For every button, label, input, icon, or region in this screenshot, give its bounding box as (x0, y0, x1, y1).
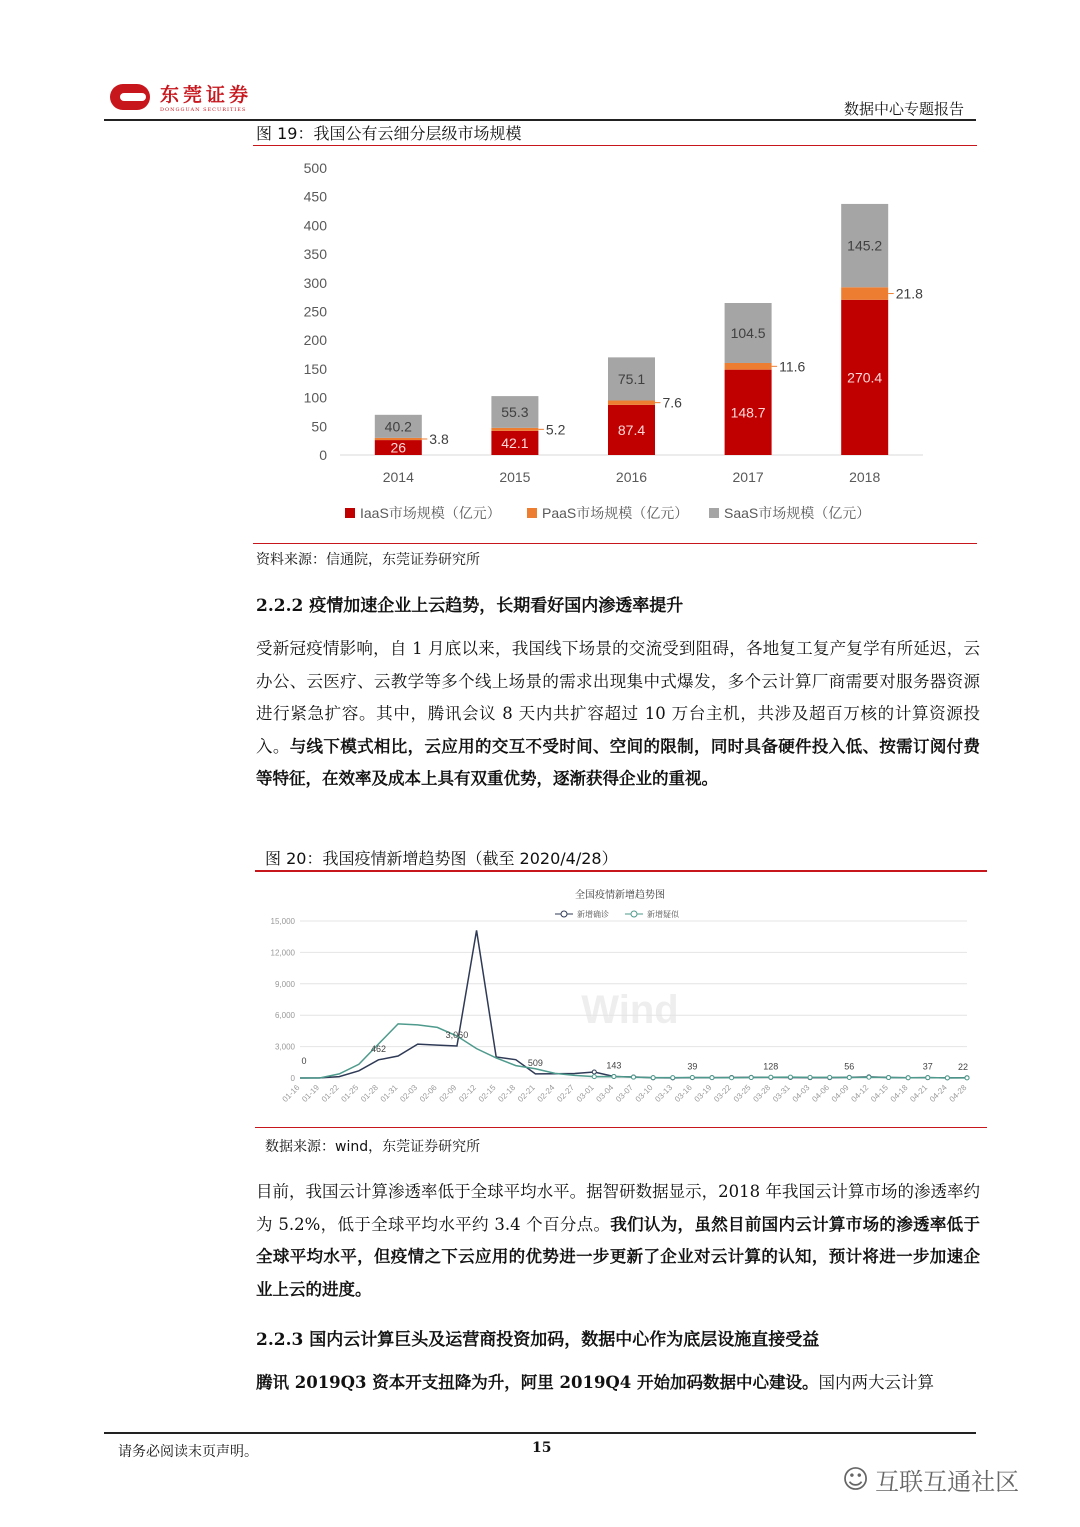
y-tick-label: 9,000 (274, 979, 295, 989)
paragraph-bold-text: 与线下模式相比，云应用的交互不受时间、空间的限制，同时具备硬件投入低、按需订阅付费等特征，在效率及成本上具有双重优势，逐渐获得企业的重视。 (256, 736, 981, 788)
data-point (906, 1076, 910, 1080)
y-tick-label: 12,000 (270, 948, 295, 958)
point-label: 22 (957, 1061, 969, 1072)
data-point (887, 1076, 891, 1080)
x-tick-label: 03-01 (574, 1083, 596, 1104)
x-tick-label: 04-12 (849, 1083, 871, 1104)
y-tick-label: 3,000 (274, 1042, 295, 1052)
legend-label: IaaS市场规模（亿元） (360, 505, 501, 521)
data-point (730, 1076, 734, 1080)
y-tick-label: 250 (303, 303, 327, 320)
legend-marker (561, 911, 567, 917)
x-tick-label: 02-24 (535, 1083, 557, 1104)
data-label: 5.2 (545, 421, 566, 438)
legend-swatch (345, 508, 355, 518)
paragraph-bold-text: 腾讯 2019Q3 资本开支扭降为升，阿里 2019Q4 开始加码数据中心建设。 (256, 1373, 819, 1392)
data-point (867, 1075, 871, 1079)
bar-segment (725, 363, 772, 370)
line-chart (255, 878, 985, 1118)
data-point (671, 1076, 675, 1080)
y-tick-label: 400 (303, 217, 327, 234)
x-tick-label: 03-28 (751, 1083, 773, 1104)
point-label: 143 (606, 1060, 622, 1071)
y-tick-label: 350 (303, 246, 327, 263)
watermark (842, 1462, 1019, 1497)
point-label: 462 (370, 1043, 386, 1054)
legend-label: PaaS市场规模（亿元） (542, 505, 689, 521)
y-tick-label: 50 (311, 418, 327, 435)
paragraph (256, 633, 980, 796)
y-tick-label: 0 (319, 447, 327, 463)
x-tick-label: 03-22 (712, 1083, 734, 1104)
wechat-icon: ☺ (842, 1464, 870, 1495)
x-tick-label: 03-10 (633, 1083, 655, 1104)
data-point (592, 1075, 596, 1079)
data-label: 87.4 (617, 421, 646, 438)
legend-label: 新增确诊 (577, 910, 609, 919)
x-tick-label: 03-07 (614, 1083, 635, 1104)
footer-divider (104, 1432, 976, 1434)
x-tick-label: 03-19 (692, 1083, 714, 1104)
y-tick-label: 500 (303, 160, 327, 176)
x-tick-label: 2018 (849, 469, 881, 485)
data-point (847, 1075, 851, 1079)
x-tick-label: 2016 (615, 469, 648, 485)
y-tick-label: 100 (303, 389, 327, 406)
data-label: 55.3 (501, 403, 529, 420)
disclaimer: 请务必阅读末页声明。 (118, 1444, 258, 1460)
x-tick-label: 2015 (499, 469, 531, 485)
x-tick-label: 01-16 (280, 1083, 302, 1104)
data-point (749, 1075, 753, 1079)
x-tick-label: 04-28 (947, 1083, 969, 1104)
divider (253, 543, 977, 544)
data-label: 40.2 (384, 418, 412, 435)
point-label: 509 (527, 1057, 543, 1068)
data-label: 3.8 (429, 430, 449, 447)
x-tick-label: 02-27 (555, 1083, 577, 1104)
x-tick-label: 02-06 (417, 1083, 439, 1104)
x-tick-label: 02-12 (457, 1083, 478, 1104)
x-tick-label: 04-15 (869, 1083, 890, 1104)
divider (255, 870, 987, 872)
point-label: 3,060 (445, 1029, 469, 1040)
figure-20-source: 数据来源：wind，东莞证券研究所 (265, 1139, 481, 1155)
data-point (769, 1075, 773, 1079)
data-label: 21.8 (895, 285, 923, 302)
data-label: 104.5 (730, 324, 766, 341)
x-tick-label: 03-04 (594, 1083, 616, 1104)
y-tick-label: 15,000 (270, 917, 295, 926)
x-tick-label: 01-28 (359, 1083, 380, 1104)
paragraph (256, 1367, 980, 1400)
x-tick-label: 03-13 (653, 1083, 675, 1104)
data-point (690, 1076, 694, 1080)
bar-segment (491, 428, 538, 431)
x-tick-label: 04-06 (810, 1083, 832, 1104)
x-tick-label: 2017 (732, 469, 764, 485)
data-label: 11.6 (779, 358, 806, 375)
data-label: 148.7 (730, 404, 766, 421)
x-tick-label: 2014 (382, 469, 414, 485)
paragraph-text: 受新冠疫情影响，自 1 月底以来，我国线下场景的交流受到阻碍，各地复工复产复学有所延迟，云办公、云医疗、云教学等多个线上场景的需求出现集中式爆发，多个云计算厂商需要对服务器资源进行紧急扩容。其中，腾讯会议 8 天内共扩容超过 10 万台主机，共涉及超百万核的计算资源投入。 (256, 639, 980, 756)
x-tick-label: 03-16 (672, 1083, 694, 1104)
x-tick-label: 04-03 (790, 1083, 812, 1104)
x-tick-label: 02-09 (437, 1083, 459, 1104)
x-tick-label: 02-18 (496, 1083, 518, 1104)
x-tick-label: 04-18 (888, 1083, 910, 1104)
paragraph (256, 1176, 980, 1306)
y-tick-label: 0 (290, 1074, 295, 1083)
paragraph-text: 目前，我国云计算渗透率低于全球平均水平。据智研数据显示，2018 年我国云计算市场的渗透率约为 5.2%，低于全球平均水平约 3.4 个百分点。 (256, 1182, 980, 1234)
watermark: Wind (581, 988, 679, 1032)
x-tick-label: 03-31 (771, 1083, 792, 1104)
header-divider (104, 119, 976, 121)
company-logo (110, 80, 252, 113)
data-point (710, 1076, 714, 1080)
point-label: 39 (687, 1061, 698, 1072)
legend-label: SaaS市场规模（亿元） (724, 505, 871, 521)
point-label: 0 (301, 1056, 307, 1066)
logo-subtext: DONGGUAN SECURITIES (160, 107, 247, 113)
divider (255, 1127, 987, 1128)
data-point (945, 1076, 949, 1080)
legend-swatch (527, 508, 537, 518)
data-label: 26 (390, 439, 407, 456)
bar-segment (841, 287, 888, 300)
x-tick-label: 04-09 (829, 1083, 851, 1104)
x-tick-label: 04-24 (927, 1083, 949, 1104)
x-tick-label: 03-25 (731, 1083, 753, 1104)
x-tick-label: 01-22 (319, 1083, 341, 1104)
y-tick-label: 150 (303, 360, 327, 377)
data-label: 7.6 (662, 394, 682, 411)
point-label: 128 (763, 1061, 779, 1072)
logo-text: 东莞证券 (160, 84, 253, 106)
section-heading: 2.2.3 国内云计算巨头及运营商投资加码，数据中心作为底层设施直接受益 (256, 1330, 820, 1350)
x-tick-label: 01-31 (378, 1083, 400, 1104)
data-label: 145.2 (847, 237, 883, 254)
chart-title: 全国疫情新增趋势图 (575, 890, 665, 901)
data-label: 42.1 (501, 434, 529, 451)
data-point (828, 1075, 832, 1079)
bar-chart (255, 150, 975, 540)
divider (253, 145, 977, 146)
x-tick-label: 02-15 (476, 1083, 498, 1104)
y-tick-label: 200 (303, 332, 327, 349)
watermark-text: 互联互通社区 (875, 1468, 1020, 1496)
data-label: 270.4 (847, 369, 883, 386)
report-title: 数据中心专题报告 (843, 100, 964, 118)
paragraph-bold-text: 我们认为，虽然目前国内云计算市场的渗透率低于全球平均水平，但疫情之下云应用的优势进一步更新了企业对云计算的认知，预计将进一步加速企业上云的进度。 (256, 1214, 980, 1299)
section-heading: 2.2.2 疫情加速企业上云趋势，长期看好国内渗透率提升 (256, 596, 684, 616)
data-point (612, 1075, 616, 1079)
figure-19-source: 资料来源：信通院，东莞证券研究所 (256, 552, 480, 568)
y-tick-label: 6,000 (274, 1011, 295, 1021)
data-point (808, 1075, 812, 1079)
figure-20-title: 图 20：我国疫情新增趋势图（截至 2020/4/28） (265, 849, 618, 868)
legend-swatch (709, 508, 719, 518)
logo-mark-icon (110, 84, 150, 110)
data-point (651, 1076, 655, 1080)
legend-label: 新增疑似 (647, 910, 679, 919)
x-tick-label: 04-21 (908, 1083, 930, 1104)
paragraph-text: 国内两大云计算 (818, 1373, 935, 1392)
page-number: 15 (532, 1440, 552, 1456)
data-point (632, 1075, 636, 1079)
data-label: 75.1 (617, 370, 646, 387)
data-point (926, 1076, 930, 1080)
figure-19-title: 图 19：我国公有云细分层级市场规模 (256, 124, 522, 143)
x-tick-label: 01-19 (300, 1083, 322, 1104)
point-label: 37 (922, 1061, 933, 1072)
legend-marker (631, 911, 637, 917)
x-tick-label: 02-03 (398, 1083, 420, 1104)
x-tick-label: 01-25 (339, 1083, 361, 1104)
point-label: 56 (844, 1061, 855, 1072)
y-tick-label: 450 (303, 188, 327, 205)
data-point (965, 1076, 969, 1080)
y-tick-label: 300 (303, 274, 327, 291)
bar-segment (608, 400, 655, 404)
data-point (788, 1075, 792, 1079)
data-point (592, 1070, 596, 1074)
x-tick-label: 02-21 (515, 1083, 537, 1104)
